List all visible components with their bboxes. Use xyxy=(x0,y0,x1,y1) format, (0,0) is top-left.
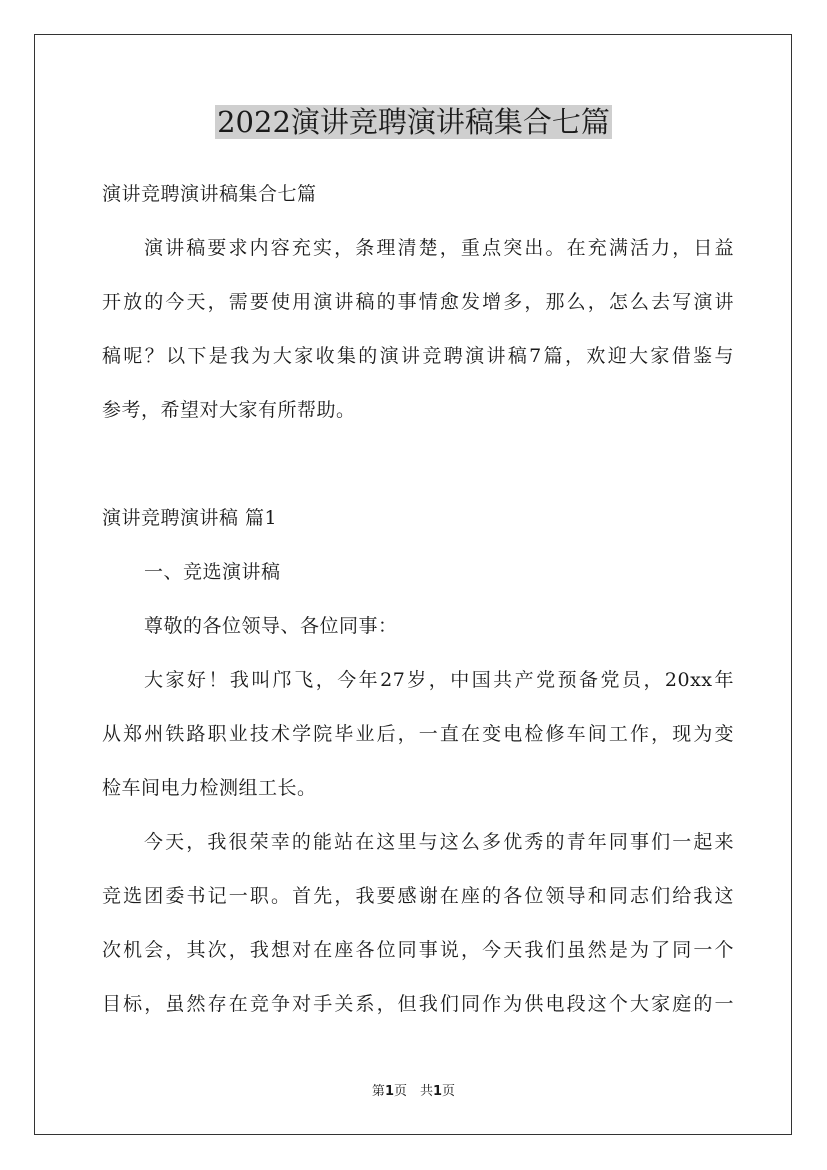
intro-line-2: 开放的今天，需要使用演讲稿的事情愈发增多，那么，怎么去写演讲 xyxy=(102,291,734,313)
footer-page-suffix: 页 xyxy=(442,1084,456,1099)
sub-heading: 一、竞选演讲稿 xyxy=(144,561,281,583)
footer-page-prefix: 第 xyxy=(371,1084,385,1099)
document-title-text: 2022演讲竞聘演讲稿集合七篇 xyxy=(217,105,610,139)
document-title xyxy=(0,99,827,145)
para2-line-3: 次机会，其次，我想对在座各位同事说，今天我们虽然是为了同一个 xyxy=(102,939,734,961)
para2-line-2: 竞选团委书记一职。首先，我要感谢在座的各位领导和同志们给我这 xyxy=(102,885,734,907)
intro-line-3: 稿呢？以下是我为大家收集的演讲竞聘演讲稿7篇，欢迎大家借鉴与 xyxy=(102,345,734,367)
para1-line-3: 检车间电力检测组工长。 xyxy=(102,777,317,799)
footer-page-current: 1 xyxy=(384,1084,394,1099)
para1-line-2: 从郑州铁路职业技术学院毕业后，一直在变电检修车间工作，现为变 xyxy=(102,723,734,745)
para2-line-4: 目标，虽然存在竞争对手关系，但我们同作为供电段这个大家庭的一 xyxy=(102,993,734,1015)
para1-line-1: 大家好！我叫邝飞，今年27岁，中国共产党预备党员，20xx年 xyxy=(144,669,734,691)
document-subtitle: 演讲竞聘演讲稿集合七篇 xyxy=(102,183,317,205)
footer-page-mid: 页 共 xyxy=(393,1084,433,1099)
intro-line-1: 演讲稿要求内容充实，条理清楚，重点突出。在充满活力，日益 xyxy=(144,237,734,259)
page-footer xyxy=(0,1083,827,1101)
greeting-line: 尊敬的各位领导、各位同事： xyxy=(144,615,398,637)
intro-line-4: 参考，希望对大家有所帮助。 xyxy=(102,399,356,421)
footer-page-total: 1 xyxy=(433,1084,443,1099)
para2-line-1: 今天，我很荣幸的能站在这里与这么多优秀的青年同事们一起来 xyxy=(144,831,734,853)
section-heading: 演讲竞聘演讲稿 篇1 xyxy=(102,507,278,529)
